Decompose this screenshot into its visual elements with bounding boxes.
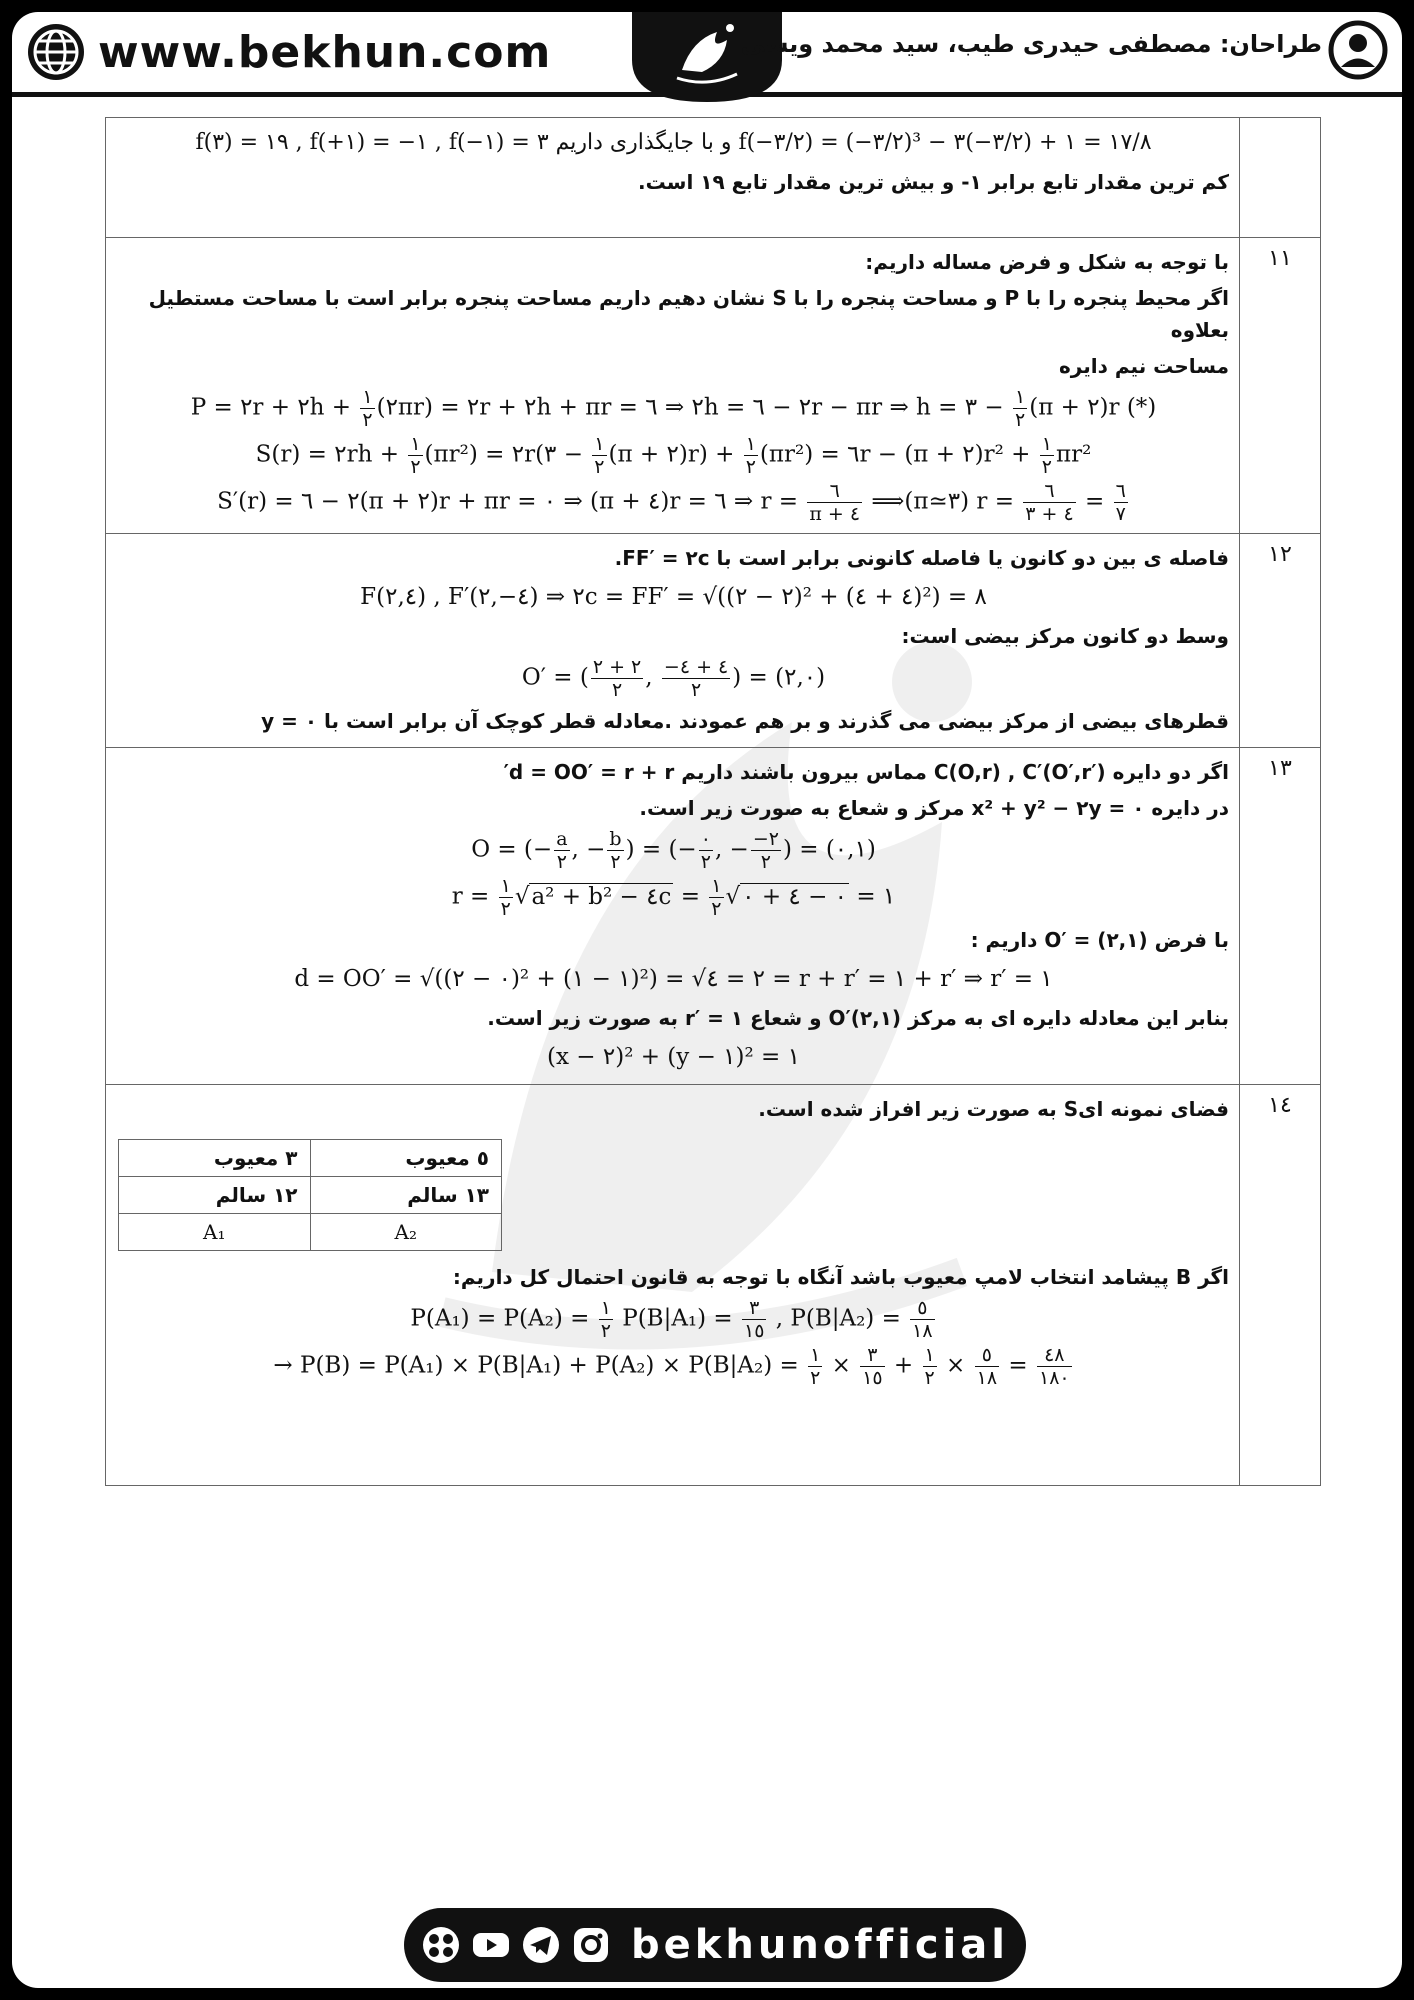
denominator: ۲ (810, 1367, 821, 1389)
fraction (1023, 480, 1075, 525)
table-row (119, 1177, 502, 1214)
solution-body (106, 748, 1240, 1085)
equation: d = OO′ = √((۲ − ۰)² + (۱ − ۱)²) = √٤ = ۲ = r + r′ = ۱ + r′ ⇒ r′ = ۱ (294, 966, 1053, 992)
eq-part: O = (− (471, 836, 553, 863)
numerator: a (556, 828, 568, 850)
website-link[interactable] (26, 20, 551, 84)
solution-body (106, 1085, 1240, 1486)
eq-part: + (886, 1352, 921, 1379)
social-handle[interactable]: bekhunofficial (631, 1922, 1009, 1968)
radicand: ۰ + ٤ − ۰ (742, 883, 848, 910)
fraction (554, 828, 569, 873)
fraction (975, 1344, 999, 1389)
aparat-icon[interactable] (421, 1925, 461, 1965)
numerator: ٦ (1115, 480, 1126, 502)
eq-part: , (645, 664, 660, 691)
sample-space-table (118, 1139, 502, 1251)
fraction (860, 1344, 884, 1389)
numerator: ۲ + ۲ (592, 656, 642, 678)
question-number: ۱۲ (1240, 534, 1321, 748)
equation: F(۲,٤) , F′(۲,−٤) ⇒ ۲c = FF′ = √((۲ − ۲)² + (٤ + ٤)²) = ۸ (360, 584, 987, 610)
fraction (1037, 1344, 1072, 1389)
table-cell: ۳ معیوب (119, 1140, 311, 1177)
equation: f(−۳/۲) = (−۳/۲)³ − ۳(−۳/۲) + ۱ = ۱۷/۸ و با جایگذاری داریم f(۳) = ۱۹ , f(+۱) = −۱ , f(−۱) = ۳ (195, 130, 1152, 155)
numerator: ٦ (1023, 480, 1075, 503)
solution-row-14 (106, 1085, 1321, 1486)
equation-midpoint (118, 656, 1229, 701)
social-footer (404, 1908, 1026, 1982)
numerator: ٦ (807, 480, 862, 503)
eq-part: (π + ۲)r) + (608, 441, 742, 468)
fraction (910, 1297, 934, 1342)
question-number: ۱۱ (1240, 238, 1321, 534)
numerator: ۱ (711, 875, 722, 897)
solution-text: فضای نمونه ایS به صورت زیر افراز شده است. (758, 1097, 1229, 1121)
website-url[interactable]: www.bekhun.com (98, 26, 552, 78)
eq-part: ) = (− (625, 836, 697, 863)
eq-part: r = (451, 883, 497, 910)
denominator: ۱٥ (744, 1320, 765, 1342)
numerator: ٥ (910, 1297, 934, 1320)
denominator: ۲ (600, 1320, 611, 1342)
solution-text: با فرض O′ = (۲,۱) داریم : (970, 928, 1229, 952)
eq-part: → P(B) = P(A₁) × P(B|A₁) + P(A₂) × P(B|A₂) = (273, 1352, 807, 1379)
fraction (699, 828, 713, 873)
denominator: π + ٤ (809, 503, 861, 525)
fraction (923, 1344, 937, 1389)
eq-part: , P(B|A₂) = (768, 1305, 909, 1332)
solution-text: اگر محیط پنجره را با P و مساحت پنجره را با S نشان دهیم داریم مساحت پنجره برابر است با مساحت مستطیل بعلاوه (148, 286, 1229, 342)
telegram-icon[interactable] (521, 1925, 561, 1965)
eq-part: = (1001, 1352, 1035, 1379)
solution-text: قطرهای بیضی از مرکز بیضی می گذرند و بر هم عمودند .معادله قطر کوچک آن برابر است با y = ۰ (261, 709, 1229, 733)
equation-center (118, 828, 1229, 873)
eq-part: , − (714, 836, 749, 863)
fraction (744, 433, 758, 478)
fraction (599, 1297, 613, 1342)
equation-radius (118, 875, 1229, 920)
fraction (408, 433, 422, 478)
eq-part: P = ۲r + ۲h + (190, 394, 359, 421)
fraction (592, 433, 606, 478)
solution-text: با توجه به شکل و فرض مساله داریم: (865, 250, 1229, 274)
table-cell: ۱۲ سالم (119, 1177, 311, 1214)
solution-row-12 (106, 534, 1321, 748)
eq-part: × (824, 1352, 859, 1379)
denominator: ۲ (711, 898, 722, 920)
denominator: ۲ (556, 851, 567, 873)
fraction (751, 828, 781, 873)
table-cell: ۱۳ سالم (310, 1177, 502, 1214)
denominator: ۲ (924, 1367, 935, 1389)
header (12, 12, 1402, 97)
table-cell: A₁ (119, 1214, 311, 1251)
table-cell: ٥ معیوب (310, 1140, 502, 1177)
numerator: ۰ (700, 828, 711, 850)
eq-part: S′(r) = ٦ − ۲(π + ۲)r + πr = ۰ ⇒ (π + ٤)r = ٦ ⇒ r = (217, 488, 806, 515)
solution-text: اگر B پیشامد انتخاب لامپ معیوب باشد آنگاه با توجه به قانون احتمال کل داریم: (452, 1265, 1229, 1289)
solution-text: اگر دو دایره C(O,r) , C′(O′,r′) مماس بیرون باشند داریم d = OO′ = r + r′ (503, 760, 1229, 784)
youtube-icon[interactable] (471, 1925, 511, 1965)
eq-part: × (938, 1352, 973, 1379)
solution-text: وسط دو کانون مرکز بیضی است: (901, 624, 1229, 648)
eq-part: = (1077, 488, 1112, 515)
denominator: ۲ (760, 851, 772, 873)
denominator: ۷ (1115, 503, 1126, 525)
equation-probabilities (118, 1297, 1229, 1342)
table-cell: A₂ (310, 1214, 502, 1251)
fraction (742, 1297, 766, 1342)
instagram-icon[interactable] (571, 1925, 611, 1965)
solution-row-11 (106, 238, 1321, 534)
fraction (807, 480, 862, 525)
fraction (499, 875, 513, 920)
solutions-table (105, 117, 1321, 1486)
fraction (662, 656, 730, 701)
numerator: ۱ (1015, 386, 1026, 408)
denominator: ۲ (362, 409, 373, 431)
fraction (360, 386, 374, 431)
numerator: b (609, 828, 622, 850)
denominator: ۲ (500, 898, 511, 920)
eq-part: ⟹(π≃۳) r = (864, 488, 1022, 515)
numerator: ۳ (742, 1297, 766, 1320)
denominator: ۲ (611, 679, 623, 701)
page (12, 12, 1402, 1988)
numerator: ۱ (745, 433, 756, 455)
fraction (607, 828, 623, 873)
eq-part: √ (725, 883, 741, 910)
denominator: ۱۸۰ (1038, 1367, 1070, 1389)
eq-part: (πr²) = ٦r − (π + ۲)r² + (759, 441, 1038, 468)
question-number: ۱۳ (1240, 748, 1321, 1085)
eq-part: (π + ۲)r (*) (1029, 394, 1157, 421)
eq-part: √ (514, 883, 530, 910)
denominator: ۲ (1015, 409, 1026, 431)
numerator: ۱ (924, 1344, 935, 1366)
denominator: ۲ (700, 851, 711, 873)
equation-total-probability (118, 1344, 1229, 1389)
eq-part: P(A₁) = P(A₂) = (410, 1305, 597, 1332)
denominator: ۱۸ (976, 1367, 998, 1389)
fraction (591, 656, 643, 701)
eq-part: ) = (۲,۰) (732, 664, 826, 691)
eq-part: ) = (۰,۱) (782, 836, 876, 863)
numerator: −۲ (752, 828, 779, 850)
eq-part: , − (571, 836, 606, 863)
question-number (1240, 118, 1321, 238)
numerator: ٤۸ (1037, 1344, 1072, 1367)
solution-row-10 (106, 118, 1321, 238)
table-row (119, 1214, 502, 1251)
denominator: ۲ (594, 456, 605, 478)
solution-text: در دایره x² + y² − ۲y = ۰ مرکز و شعاع به صورت زیر است. (639, 796, 1229, 820)
numerator: ۱ (1041, 433, 1052, 455)
solution-text: بنابر این معادله دایره ای به مرکز O′(۲,۱) و شعاع r′ = ۱ به صورت زیر است. (487, 1006, 1229, 1030)
denominator: ۱٥ (862, 1367, 883, 1389)
eq-part: πr² (1055, 441, 1092, 468)
solution-text: کم ترین مقدار تابع برابر ۱- و بیش ترین مقدار تابع ۱۹ است. (638, 170, 1229, 194)
fraction (1013, 386, 1027, 431)
numerator: ۱ (810, 1344, 821, 1366)
eq-part: (۲πr) = ۲r + ۲h + πr = ٦ ⇒ ۲h = ٦ − ۲r − πr ⇒ h = ۳ − (376, 394, 1011, 421)
solution-body (106, 534, 1240, 748)
numerator: ٥ (975, 1344, 999, 1367)
solution-body (106, 118, 1240, 238)
denominator: ۲ (690, 679, 702, 701)
table-row (119, 1140, 502, 1177)
user-icon (1328, 20, 1388, 80)
numerator: −٤ + ٤ (663, 656, 729, 678)
denominator: ۲ (745, 456, 756, 478)
fraction (709, 875, 723, 920)
eq-part: S(r) = ۲rh + (255, 441, 407, 468)
designers-credit: طراحان: مصطفی حیدری طیب، سید محمد ویسی (740, 30, 1322, 58)
eq-part: (πr²) = ۲r(۳ − (424, 441, 591, 468)
denominator: ۲ (410, 456, 421, 478)
numerator: ۱ (500, 875, 511, 897)
numerator: ۱ (600, 1297, 611, 1319)
denominator: ۳ + ٤ (1025, 503, 1074, 525)
numerator: ۱ (410, 433, 421, 455)
solution-row-13 (106, 748, 1321, 1085)
radicand: a² + b² − ٤c (531, 883, 672, 910)
equation-circle: (x − ۲)² + (y − ۱)² = ۱ (547, 1044, 800, 1070)
fraction (808, 1344, 822, 1389)
eq-part: = ۱ (849, 883, 896, 910)
equation-area (118, 433, 1229, 478)
globe-icon (26, 22, 86, 82)
denominator: ۱۸ (912, 1320, 933, 1342)
eq-part: P(B|A₁) = (614, 1305, 741, 1332)
equation-derivative (118, 480, 1229, 525)
fraction (1114, 480, 1128, 525)
question-number: ۱٤ (1240, 1085, 1321, 1486)
numerator: ۳ (860, 1344, 884, 1367)
denominator: ۲ (610, 851, 621, 873)
equation-perimeter (118, 386, 1229, 431)
solution-text: مساحت نیم دایره (1059, 354, 1229, 378)
numerator: ۱ (362, 386, 373, 408)
eq-part: O′ = ( (521, 664, 589, 691)
solution-text: فاصله ی بین دو کانون یا فاصله کانونی برابر است با FF′ = ۲c. (614, 546, 1229, 570)
denominator: ۲ (1041, 456, 1052, 478)
eq-part: = (673, 883, 708, 910)
solution-body (106, 238, 1240, 534)
fraction (1040, 433, 1054, 478)
numerator: ۱ (594, 433, 605, 455)
